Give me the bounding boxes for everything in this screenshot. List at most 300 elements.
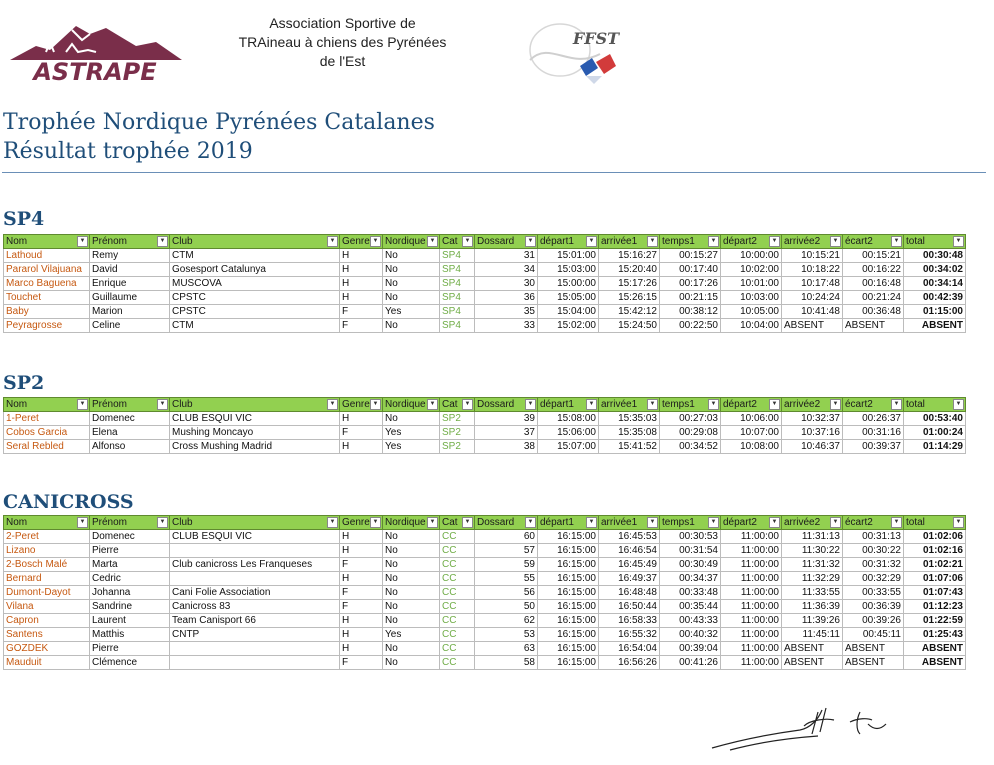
cell-temps1: 00:30:49 (660, 558, 721, 572)
column-header-depart1[interactable] (538, 516, 599, 530)
cell-nom: Vilana (4, 600, 90, 614)
cell-prenom: Clémence (90, 656, 170, 670)
filter-dropdown-icon[interactable]: ▼ (830, 236, 841, 247)
cell-arrivee1: 15:35:03 (599, 412, 660, 426)
column-header-total[interactable] (904, 235, 966, 249)
filter-dropdown-icon[interactable]: ▼ (370, 399, 381, 410)
header-row (4, 398, 966, 412)
cell-temps1: 00:21:15 (660, 291, 721, 305)
column-header-genre[interactable] (340, 235, 383, 249)
filter-dropdown-icon[interactable]: ▼ (953, 399, 964, 410)
cell-nordique: No (383, 249, 440, 263)
results-table-sp4 (3, 234, 966, 333)
table-row (4, 305, 966, 319)
filter-dropdown-icon[interactable]: ▼ (370, 517, 381, 528)
cell-nom: Dumont-Dayot (4, 586, 90, 600)
cell-nordique: No (383, 600, 440, 614)
filter-dropdown-icon[interactable]: ▼ (586, 517, 597, 528)
column-label: départ2 (723, 517, 757, 528)
filter-dropdown-icon[interactable]: ▼ (525, 517, 536, 528)
cell-genre: F (340, 305, 383, 319)
filter-dropdown-icon[interactable]: ▼ (647, 399, 658, 410)
cell-depart2: 10:04:00 (721, 319, 782, 333)
column-header-nom[interactable] (4, 398, 90, 412)
cell-arrivee1: 15:42:12 (599, 305, 660, 319)
table-row (4, 656, 966, 670)
column-label: départ1 (540, 399, 574, 410)
cell-nom: Peyragrosse (4, 319, 90, 333)
cell-cat: CC (440, 572, 475, 586)
cell-depart2: 11:00:00 (721, 628, 782, 642)
filter-dropdown-icon[interactable]: ▼ (953, 517, 964, 528)
cell-temps1: 00:39:04 (660, 642, 721, 656)
cell-depart2: 11:00:00 (721, 586, 782, 600)
cell-total: 01:25:43 (904, 628, 966, 642)
filter-dropdown-icon[interactable]: ▼ (462, 517, 473, 528)
cell-arrivee1: 16:45:53 (599, 530, 660, 544)
cell-temps1: 00:27:03 (660, 412, 721, 426)
filter-dropdown-icon[interactable]: ▼ (77, 399, 88, 410)
column-header-nom[interactable] (4, 235, 90, 249)
column-header-cat[interactable] (440, 398, 475, 412)
cell-nom: Seral Rebled (4, 440, 90, 454)
cell-depart1: 16:15:00 (538, 656, 599, 670)
cell-nordique: No (383, 572, 440, 586)
cell-club: Club canicross Les Franqueses (170, 558, 340, 572)
filter-dropdown-icon[interactable]: ▼ (370, 236, 381, 247)
cell-arrivee2: ABSENT (782, 656, 843, 670)
column-header-total[interactable] (904, 516, 966, 530)
table-row (4, 530, 966, 544)
cell-total: 01:02:16 (904, 544, 966, 558)
column-label: départ2 (723, 236, 757, 247)
cell-cat: CC (440, 600, 475, 614)
cell-club: Canicross 83 (170, 600, 340, 614)
cell-depart2: 10:01:00 (721, 277, 782, 291)
cell-arrivee1: 15:35:08 (599, 426, 660, 440)
filter-dropdown-icon[interactable]: ▼ (769, 236, 780, 247)
cell-temps1: 00:17:40 (660, 263, 721, 277)
filter-dropdown-icon[interactable]: ▼ (647, 517, 658, 528)
cell-temps1: 00:40:32 (660, 628, 721, 642)
column-header-nordique[interactable] (383, 235, 440, 249)
cell-dossard: 55 (475, 572, 538, 586)
table-row (4, 319, 966, 333)
cell-nom: Cobos Garcia (4, 426, 90, 440)
section-title-sp4: SP4 (3, 208, 45, 230)
cell-ecart2: 00:21:24 (843, 291, 904, 305)
column-label: Genre (342, 399, 370, 410)
table-row (4, 440, 966, 454)
cell-arrivee1: 16:54:04 (599, 642, 660, 656)
column-header-temps1[interactable] (660, 516, 721, 530)
cell-prenom: Elena (90, 426, 170, 440)
column-label: départ2 (723, 399, 757, 410)
column-header-club[interactable] (170, 398, 340, 412)
filter-dropdown-icon[interactable]: ▼ (708, 399, 719, 410)
cell-club (170, 656, 340, 670)
cell-nom: Lathoud (4, 249, 90, 263)
cell-ecart2: 00:32:29 (843, 572, 904, 586)
filter-dropdown-icon[interactable]: ▼ (157, 236, 168, 247)
title-divider (2, 172, 986, 173)
cell-temps1: 00:30:53 (660, 530, 721, 544)
cell-genre: H (340, 412, 383, 426)
cell-nom: 2-Peret (4, 530, 90, 544)
cell-arrivee2: 10:46:37 (782, 440, 843, 454)
column-header-cat[interactable] (440, 516, 475, 530)
column-header-arrivee2[interactable] (782, 398, 843, 412)
cell-genre: H (340, 628, 383, 642)
cell-ecart2: 00:45:11 (843, 628, 904, 642)
column-label: Nordique (385, 236, 426, 247)
column-header-total[interactable] (904, 398, 966, 412)
column-header-genre[interactable] (340, 516, 383, 530)
filter-dropdown-icon[interactable]: ▼ (586, 399, 597, 410)
cell-nordique: No (383, 263, 440, 277)
cell-club: Cani Folie Association (170, 586, 340, 600)
column-label: total (906, 399, 925, 410)
cell-prenom: Celine (90, 319, 170, 333)
cell-cat: CC (440, 656, 475, 670)
page-title (3, 108, 435, 166)
cell-total: ABSENT (904, 656, 966, 670)
cell-depart2: 10:05:00 (721, 305, 782, 319)
filter-dropdown-icon[interactable]: ▼ (769, 517, 780, 528)
filter-dropdown-icon[interactable]: ▼ (427, 399, 438, 410)
cell-nom: Bernard (4, 572, 90, 586)
cell-temps1: 00:29:08 (660, 426, 721, 440)
cell-arrivee2: 11:45:11 (782, 628, 843, 642)
column-label: Dossard (477, 399, 515, 410)
cell-club: CPSTC (170, 305, 340, 319)
cell-temps1: 00:22:50 (660, 319, 721, 333)
cell-depart1: 15:07:00 (538, 440, 599, 454)
cell-club: CTM (170, 319, 340, 333)
cell-genre: H (340, 277, 383, 291)
results-table-sp2 (3, 397, 966, 454)
column-header-dossard[interactable] (475, 516, 538, 530)
cell-arrivee2: 11:33:55 (782, 586, 843, 600)
column-header-dossard[interactable] (475, 398, 538, 412)
column-label: Genre (342, 236, 370, 247)
cell-club (170, 544, 340, 558)
cell-depart2: 10:08:00 (721, 440, 782, 454)
cell-depart1: 16:15:00 (538, 614, 599, 628)
cell-ecart2: 00:31:32 (843, 558, 904, 572)
filter-dropdown-icon[interactable]: ▼ (830, 399, 841, 410)
cell-total: 01:22:59 (904, 614, 966, 628)
cell-arrivee2: 10:24:24 (782, 291, 843, 305)
filter-dropdown-icon[interactable]: ▼ (953, 236, 964, 247)
cell-arrivee1: 16:48:48 (599, 586, 660, 600)
cell-ecart2: 00:15:21 (843, 249, 904, 263)
cell-depart1: 15:02:00 (538, 319, 599, 333)
column-header-ecart2[interactable] (843, 398, 904, 412)
filter-dropdown-icon[interactable]: ▼ (327, 236, 338, 247)
cell-nom: 2-Bosch Malé (4, 558, 90, 572)
cell-ecart2: 00:31:13 (843, 530, 904, 544)
column-header-nom[interactable] (4, 516, 90, 530)
cell-cat: SP4 (440, 305, 475, 319)
column-label: total (906, 236, 925, 247)
filter-dropdown-icon[interactable]: ▼ (427, 236, 438, 247)
cell-club: Cross Mushing Madrid (170, 440, 340, 454)
column-header-arrivee2[interactable] (782, 235, 843, 249)
cell-cat: SP2 (440, 412, 475, 426)
association-line-2: TRAineau à chiens des Pyrénées (238, 34, 447, 50)
column-label: Dossard (477, 236, 515, 247)
column-header-depart1[interactable] (538, 398, 599, 412)
column-label: écart2 (845, 517, 873, 528)
column-label: Nordique (385, 517, 426, 528)
cell-club: CLUB ESQUI VIC (170, 412, 340, 426)
cell-prenom: Matthis (90, 628, 170, 642)
cell-total: 00:34:02 (904, 263, 966, 277)
column-header-arrivee1[interactable] (599, 235, 660, 249)
cell-total: 01:14:29 (904, 440, 966, 454)
cell-temps1: 00:34:37 (660, 572, 721, 586)
cell-arrivee1: 15:16:27 (599, 249, 660, 263)
column-header-depart2[interactable] (721, 398, 782, 412)
column-header-club[interactable] (170, 516, 340, 530)
cell-arrivee1: 16:50:44 (599, 600, 660, 614)
results-table-canicross (3, 515, 966, 670)
cell-genre: H (340, 530, 383, 544)
cell-arrivee2: 10:32:37 (782, 412, 843, 426)
filter-dropdown-icon[interactable]: ▼ (891, 517, 902, 528)
cell-depart1: 16:15:00 (538, 600, 599, 614)
filter-dropdown-icon[interactable]: ▼ (586, 236, 597, 247)
filter-dropdown-icon[interactable]: ▼ (525, 236, 536, 247)
cell-arrivee1: 16:56:26 (599, 656, 660, 670)
filter-dropdown-icon[interactable]: ▼ (462, 399, 473, 410)
cell-prenom: Guillaume (90, 291, 170, 305)
filter-dropdown-icon[interactable]: ▼ (427, 517, 438, 528)
cell-genre: H (340, 544, 383, 558)
filter-dropdown-icon[interactable]: ▼ (327, 399, 338, 410)
column-header-nordique[interactable] (383, 398, 440, 412)
column-header-ecart2[interactable] (843, 235, 904, 249)
ffst-logo-text: FFST (572, 29, 620, 48)
cell-total: 00:34:14 (904, 277, 966, 291)
column-label: Prénom (92, 236, 128, 247)
cell-arrivee1: 15:17:26 (599, 277, 660, 291)
column-header-arrivee1[interactable] (599, 516, 660, 530)
cell-depart2: 11:00:00 (721, 614, 782, 628)
cell-arrivee1: 16:58:33 (599, 614, 660, 628)
cell-prenom: Laurent (90, 614, 170, 628)
cell-dossard: 37 (475, 426, 538, 440)
table-row (4, 412, 966, 426)
title-line-2: Résultat trophée 2019 (3, 139, 253, 164)
table-row (4, 600, 966, 614)
column-header-cat[interactable] (440, 235, 475, 249)
cell-arrivee2: 11:32:29 (782, 572, 843, 586)
cell-nom: Santens (4, 628, 90, 642)
column-header-temps1[interactable] (660, 235, 721, 249)
cell-depart2: 11:00:00 (721, 642, 782, 656)
astrape-logo-text: ASTRAPE (33, 58, 157, 84)
cell-nom: Lizano (4, 544, 90, 558)
column-header-prenom[interactable] (90, 235, 170, 249)
column-label: Cat (442, 517, 458, 528)
cell-ecart2: 00:39:26 (843, 614, 904, 628)
cell-dossard: 59 (475, 558, 538, 572)
column-header-club[interactable] (170, 235, 340, 249)
cell-temps1: 00:15:27 (660, 249, 721, 263)
signature (700, 690, 900, 760)
cell-genre: F (340, 319, 383, 333)
column-header-prenom[interactable] (90, 398, 170, 412)
cell-cat: CC (440, 642, 475, 656)
association-line-3: de l'Est (319, 53, 366, 69)
section-title-sp2: SP2 (3, 372, 45, 394)
cell-depart2: 10:00:00 (721, 249, 782, 263)
cell-nom: 1-Peret (4, 412, 90, 426)
cell-club: Mushing Moncayo (170, 426, 340, 440)
cell-ecart2: 00:36:48 (843, 305, 904, 319)
cell-total: 01:02:06 (904, 530, 966, 544)
cell-total: 01:00:24 (904, 426, 966, 440)
cell-arrivee2: 11:31:13 (782, 530, 843, 544)
cell-ecart2: 00:33:55 (843, 586, 904, 600)
column-label: Nom (6, 236, 28, 247)
column-header-nordique[interactable] (383, 516, 440, 530)
cell-nordique: No (383, 544, 440, 558)
cell-temps1: 00:41:26 (660, 656, 721, 670)
cell-genre: F (340, 558, 383, 572)
column-header-dossard[interactable] (475, 235, 538, 249)
cell-depart1: 15:00:00 (538, 277, 599, 291)
cell-total: 01:07:43 (904, 586, 966, 600)
cell-dossard: 62 (475, 614, 538, 628)
column-header-arrivee1[interactable] (599, 398, 660, 412)
column-header-genre[interactable] (340, 398, 383, 412)
cell-prenom: Remy (90, 249, 170, 263)
column-label: Genre (342, 517, 370, 528)
cell-club: MUSCOVA (170, 277, 340, 291)
cell-prenom: Marion (90, 305, 170, 319)
column-header-ecart2[interactable] (843, 516, 904, 530)
column-header-temps1[interactable] (660, 398, 721, 412)
filter-dropdown-icon[interactable]: ▼ (77, 517, 88, 528)
column-header-arrivee2[interactable] (782, 516, 843, 530)
cell-temps1: 00:33:48 (660, 586, 721, 600)
cell-dossard: 60 (475, 530, 538, 544)
filter-dropdown-icon[interactable]: ▼ (830, 517, 841, 528)
column-header-depart2[interactable] (721, 235, 782, 249)
filter-dropdown-icon[interactable]: ▼ (891, 399, 902, 410)
cell-nordique: No (383, 656, 440, 670)
filter-dropdown-icon[interactable]: ▼ (327, 517, 338, 528)
cell-genre: F (340, 600, 383, 614)
cell-depart2: 11:00:00 (721, 530, 782, 544)
column-header-prenom[interactable] (90, 516, 170, 530)
table-row (4, 586, 966, 600)
filter-dropdown-icon[interactable]: ▼ (525, 399, 536, 410)
column-label: temps1 (662, 236, 695, 247)
filter-dropdown-icon[interactable]: ▼ (77, 236, 88, 247)
cell-depart1: 16:15:00 (538, 586, 599, 600)
cell-nordique: Yes (383, 426, 440, 440)
filter-dropdown-icon[interactable]: ▼ (708, 517, 719, 528)
filter-dropdown-icon[interactable]: ▼ (769, 399, 780, 410)
cell-prenom: Sandrine (90, 600, 170, 614)
cell-ecart2: ABSENT (843, 642, 904, 656)
cell-depart2: 10:02:00 (721, 263, 782, 277)
cell-cat: SP4 (440, 319, 475, 333)
cell-depart1: 16:15:00 (538, 642, 599, 656)
cell-nordique: No (383, 558, 440, 572)
cell-dossard: 35 (475, 305, 538, 319)
cell-total: 00:42:39 (904, 291, 966, 305)
table-row (4, 544, 966, 558)
association-line-1: Association Sportive de (269, 15, 416, 31)
column-label: Prénom (92, 399, 128, 410)
cell-nordique: No (383, 586, 440, 600)
cell-nordique: Yes (383, 440, 440, 454)
table-row (4, 263, 966, 277)
cell-ecart2: 00:31:16 (843, 426, 904, 440)
table-row (4, 558, 966, 572)
filter-dropdown-icon[interactable]: ▼ (157, 399, 168, 410)
cell-total: ABSENT (904, 319, 966, 333)
cell-total: 01:12:23 (904, 600, 966, 614)
cell-cat: CC (440, 614, 475, 628)
cell-genre: F (340, 586, 383, 600)
column-label: écart2 (845, 236, 873, 247)
cell-temps1: 00:17:26 (660, 277, 721, 291)
cell-genre: H (340, 440, 383, 454)
filter-dropdown-icon[interactable]: ▼ (708, 236, 719, 247)
cell-depart2: 11:00:00 (721, 572, 782, 586)
column-label: arrivée2 (784, 517, 821, 528)
filter-dropdown-icon[interactable]: ▼ (157, 517, 168, 528)
cell-club: CNTP (170, 628, 340, 642)
column-label: Club (172, 236, 193, 247)
cell-cat: CC (440, 628, 475, 642)
column-label: Nom (6, 517, 28, 528)
cell-prenom: David (90, 263, 170, 277)
cell-cat: SP2 (440, 426, 475, 440)
cell-nom: Baby (4, 305, 90, 319)
cell-dossard: 58 (475, 656, 538, 670)
cell-nordique: Yes (383, 305, 440, 319)
cell-dossard: 36 (475, 291, 538, 305)
cell-genre: H (340, 263, 383, 277)
cell-nordique: No (383, 291, 440, 305)
cell-depart1: 16:15:00 (538, 572, 599, 586)
column-header-depart2[interactable] (721, 516, 782, 530)
cell-depart2: 11:00:00 (721, 600, 782, 614)
cell-total: 00:30:48 (904, 249, 966, 263)
filter-dropdown-icon[interactable]: ▼ (462, 236, 473, 247)
table-row (4, 249, 966, 263)
cell-nom: Pararol Vilajuana (4, 263, 90, 277)
column-label: Nom (6, 399, 28, 410)
cell-dossard: 50 (475, 600, 538, 614)
cell-ecart2: 00:26:37 (843, 412, 904, 426)
cell-arrivee1: 15:20:40 (599, 263, 660, 277)
cell-total: ABSENT (904, 642, 966, 656)
column-label: Cat (442, 399, 458, 410)
filter-dropdown-icon[interactable]: ▼ (647, 236, 658, 247)
cell-dossard: 38 (475, 440, 538, 454)
column-header-depart1[interactable] (538, 235, 599, 249)
cell-arrivee1: 16:55:32 (599, 628, 660, 642)
filter-dropdown-icon[interactable]: ▼ (891, 236, 902, 247)
